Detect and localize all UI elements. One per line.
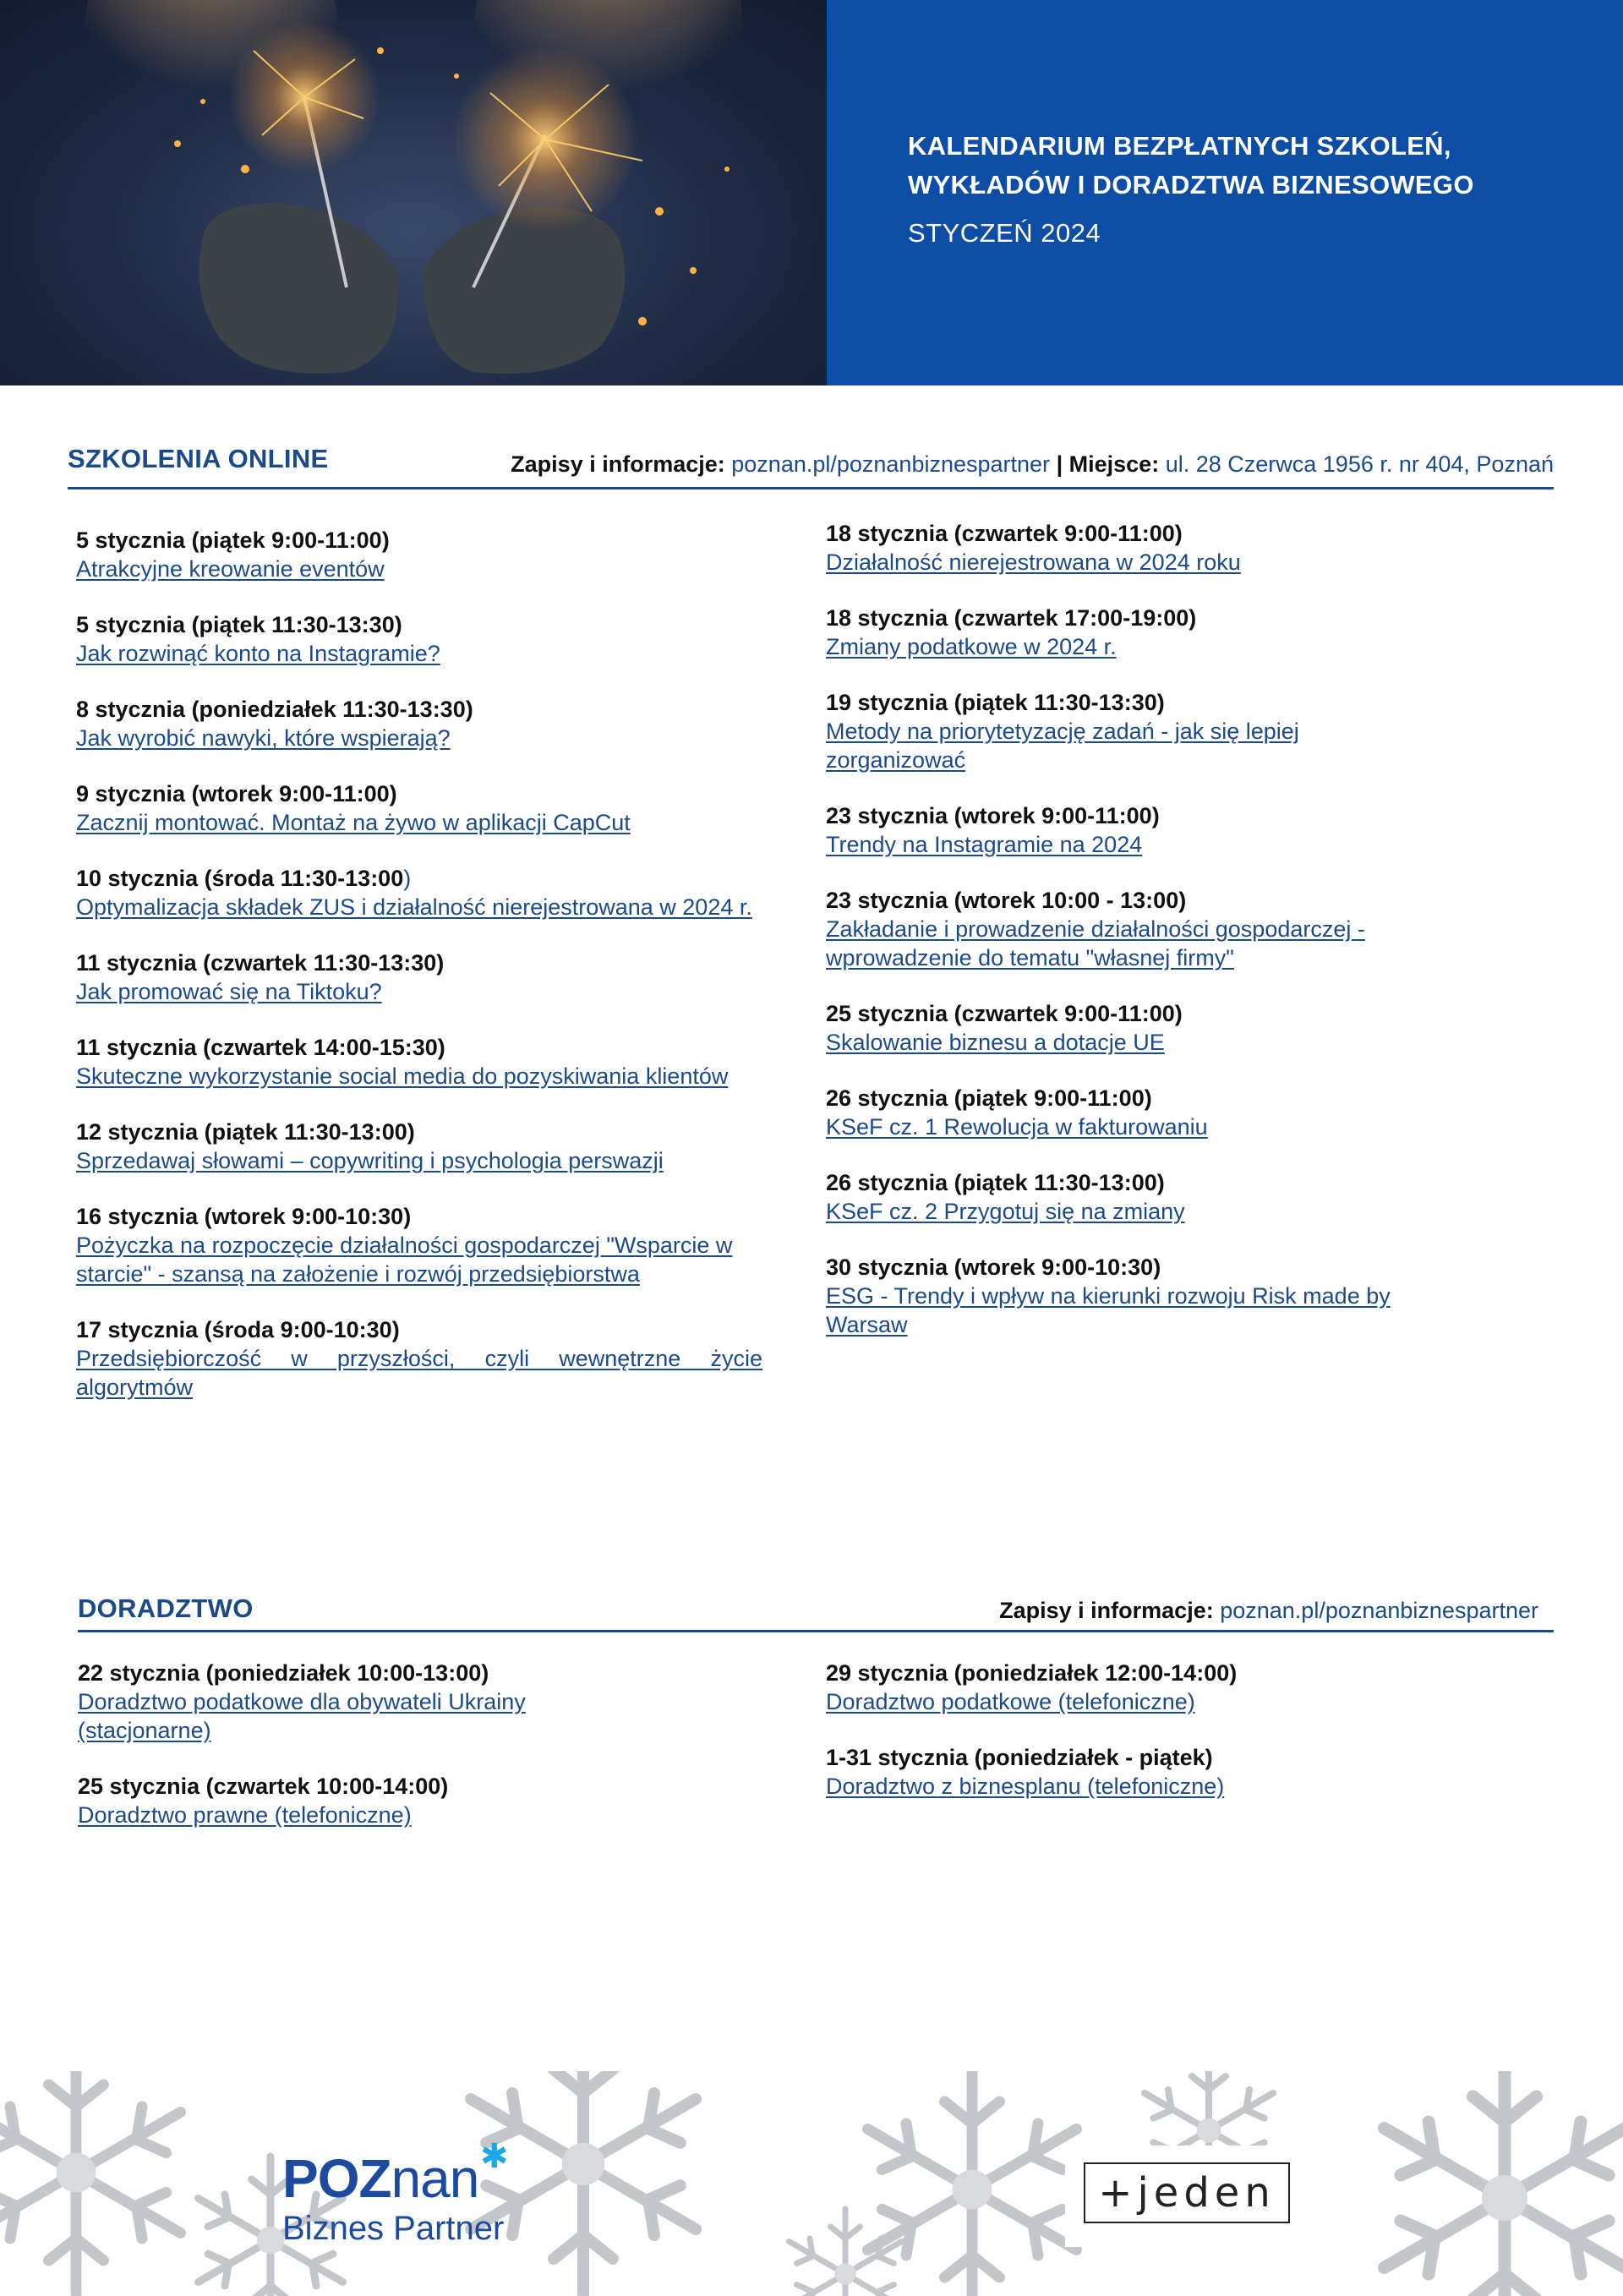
advice-link[interactable]: Doradztwo podatkowe (telefoniczne) (826, 1689, 1195, 1714)
event-link[interactable]: KSeF cz. 2 Przygotuj się na zmiany (826, 1199, 1185, 1224)
event-item (76, 610, 762, 668)
page-title: KALENDARIUM BEZPŁATNYCH SZKOLEŃ, WYKŁADÓW I DORADZTWA BIZNESOWEGO (908, 131, 1474, 200)
event-date: 16 stycznia (wtorek 9:00-10:30) (76, 1204, 412, 1229)
advice-date: 22 stycznia (poniedziałek 10:00-13:00) (78, 1660, 489, 1686)
event-item (76, 695, 762, 752)
event-link[interactable]: Pożyczka na rozpoczęcie działalności gospodarczej "Wsparcie w starcie" - szansą na założenie i rozwój przedsiębiorstwa (76, 1233, 733, 1287)
advice-right-column (826, 1659, 1434, 1828)
event-date: 11 stycznia (czwartek 14:00-15:30) (76, 1035, 445, 1060)
event-date: 26 stycznia (piątek 11:30-13:00) (826, 1170, 1165, 1195)
hero-image (0, 0, 827, 385)
event-item (76, 779, 762, 837)
event-date: 9 stycznia (wtorek 9:00-11:00) (76, 781, 397, 806)
event-item (76, 1202, 762, 1288)
event-item (826, 1084, 1434, 1141)
event-link[interactable]: Trendy na Instagramie na 2024 (826, 832, 1143, 857)
advice-item (826, 1659, 1434, 1716)
advice-item (78, 1772, 686, 1829)
event-item (826, 999, 1434, 1057)
event-date: 5 stycznia (piątek 9:00-11:00) (76, 528, 390, 553)
event-link[interactable]: Zacznij montować. Montaż na żywo w aplikacji CapCut (76, 810, 631, 835)
info-separator: | (1056, 451, 1063, 477)
info-label: Zapisy i informacje: (999, 1598, 1214, 1623)
event-link[interactable]: Jak wyrobić nawyki, które wspierają? (76, 725, 451, 751)
event-item (76, 1033, 762, 1091)
event-link[interactable]: Optymalizacja składek ZUS i działalność nierejestrowana w 2024 r. (76, 894, 752, 920)
event-item (826, 1168, 1434, 1226)
advice-date: 1-31 stycznia (poniedziałek - piątek) (826, 1745, 1213, 1770)
event-link[interactable]: Jak rozwinąć konto na Instagramie? (76, 641, 440, 666)
partner-logo-container (1065, 2146, 1310, 2247)
event-item (76, 526, 762, 583)
event-date: 30 stycznia (wtorek 9:00-10:30) (826, 1255, 1161, 1280)
info-link[interactable]: poznan.pl/poznanbiznespartner (731, 451, 1051, 477)
info-link[interactable]: poznan.pl/poznanbiznespartner (1220, 1598, 1538, 1623)
asterisk-icon: ✱ (480, 2138, 509, 2175)
advice-link[interactable]: Doradztwo z biznesplanu (telefoniczne) (826, 1774, 1225, 1799)
event-date-suffix: ) (403, 866, 412, 891)
event-link[interactable]: Działalność nierejestrowana w 2024 roku (826, 549, 1241, 575)
event-date: 19 stycznia (piątek 11:30-13:30) (826, 690, 1165, 715)
event-date: 17 stycznia (środa 9:00-10:30) (76, 1317, 400, 1342)
event-date: 23 stycznia (wtorek 9:00-11:00) (826, 803, 1160, 828)
online-section-heading: SZKOLENIA ONLINE (68, 444, 329, 473)
event-date: 18 stycznia (czwartek 17:00-19:00) (826, 605, 1197, 631)
online-section-info (511, 451, 1554, 478)
advice-item (826, 1743, 1434, 1801)
event-date: 8 stycznia (poniedziałek 11:30-13:30) (76, 697, 473, 722)
event-date: 25 stycznia (czwartek 9:00-11:00) (826, 1001, 1183, 1026)
online-left-column (76, 526, 762, 1429)
footer-snowflakes (0, 2071, 1623, 2296)
event-link[interactable]: Sprzedawaj słowami – copywriting i psychologia perswazji (76, 1148, 664, 1173)
event-item (826, 688, 1434, 774)
advice-section-heading: DORADZTWO (78, 1594, 254, 1623)
advice-item (78, 1659, 686, 1745)
advice-link[interactable]: Doradztwo podatkowe dla obywateli Ukrainy (stacjonarne) (78, 1689, 526, 1743)
event-link[interactable]: Skuteczne wykorzystanie social media do pozyskiwania klientów (76, 1063, 729, 1089)
advice-date: 25 stycznia (czwartek 10:00-14:00) (78, 1774, 449, 1799)
poznan-logo-subtitle: Biznes Partner (282, 2210, 505, 2247)
place-value: ul. 28 Czerwca 1956 r. nr 404, Poznań (1165, 451, 1554, 477)
event-item (76, 948, 762, 1006)
event-date: 11 stycznia (czwartek 11:30-13:30) (76, 950, 445, 976)
event-item (76, 864, 762, 921)
event-link[interactable]: ESG - Trendy i wpływ na kierunki rozwoju Risk made by Warsaw (826, 1283, 1391, 1337)
event-link[interactable]: Skalowanie biznesu a dotacje UE (826, 1030, 1165, 1055)
online-right-column (826, 519, 1434, 1366)
event-link[interactable]: Metody na priorytetyzację zadań - jak się lepiej zorganizować (826, 719, 1299, 773)
advice-left-column (78, 1659, 686, 1856)
section-divider (78, 1630, 1554, 1632)
event-item (826, 886, 1434, 972)
section-divider (68, 487, 1554, 489)
place-label: Miejsce: (1068, 451, 1160, 477)
advice-link[interactable]: Doradztwo prawne (telefoniczne) (78, 1802, 412, 1828)
event-link[interactable]: Jak promować się na Tiktoku? (76, 979, 382, 1004)
event-link[interactable]: Przedsiębiorczość w przyszłości, czyli wewnętrzne życie algorytmów (76, 1346, 762, 1400)
event-link[interactable]: Zmiany podatkowe w 2024 r. (826, 634, 1117, 659)
event-link[interactable]: Zakładanie i prowadzenie działalności gospodarczej - wprowadzenie do tematu "własnej firmy" (826, 916, 1365, 970)
sparklers-illustration (0, 0, 827, 385)
event-link[interactable]: Atrakcyjne kreowanie eventów (76, 556, 385, 582)
advice-section-info (999, 1598, 1538, 1624)
event-date: 12 stycznia (piątek 11:30-13:00) (76, 1119, 415, 1145)
event-item (826, 519, 1434, 577)
event-item (76, 1315, 762, 1402)
poznan-logo (282, 2147, 478, 2210)
event-item (826, 1253, 1434, 1339)
event-date (76, 864, 762, 893)
advice-date: 29 stycznia (poniedziałek 12:00-14:00) (826, 1660, 1238, 1686)
snowflake-decoration (0, 2071, 1623, 2296)
event-date: 23 stycznia (wtorek 10:00 - 13:00) (826, 888, 1187, 913)
event-date: 18 stycznia (czwartek 9:00-11:00) (826, 521, 1183, 546)
event-item (826, 604, 1434, 661)
event-item (826, 801, 1434, 859)
event-date: 26 stycznia (piątek 9:00-11:00) (826, 1085, 1152, 1111)
logo-caps: POZ (282, 2148, 391, 2209)
event-link[interactable]: KSeF cz. 1 Rewolucja w fakturowaniu (826, 1114, 1208, 1140)
logo-lower: nan (391, 2148, 479, 2209)
page-subtitle: STYCZEŃ 2024 (908, 218, 1101, 248)
event-date: 5 stycznia (piątek 11:30-13:30) (76, 612, 402, 637)
event-date-text: 10 stycznia (środa 11:30-13:00 (76, 866, 404, 891)
event-item (76, 1118, 762, 1175)
info-label: Zapisy i informacje: (511, 451, 725, 477)
header-banner (827, 0, 1623, 385)
jeden-logo: +jeden (1084, 2162, 1290, 2223)
